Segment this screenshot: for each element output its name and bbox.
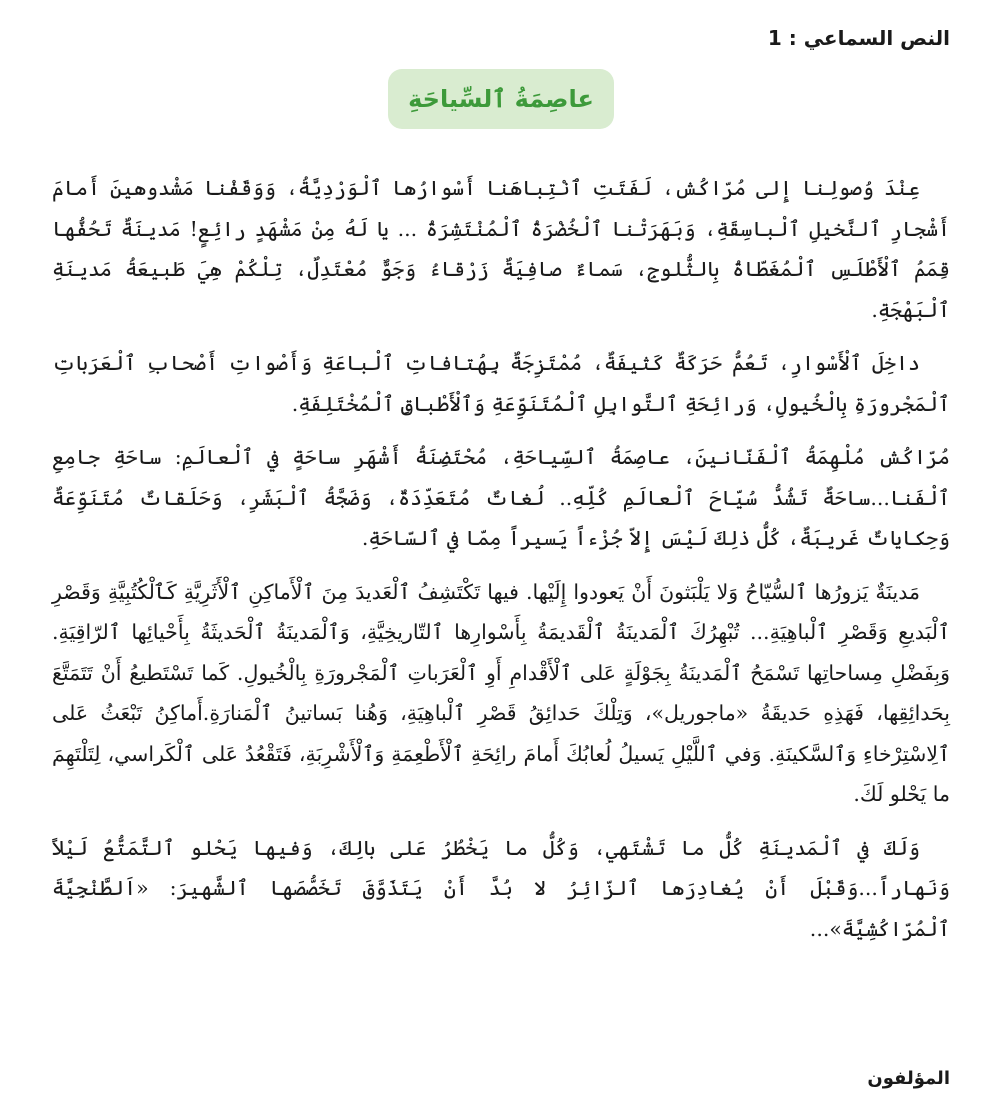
title-box bbox=[388, 69, 614, 129]
text-body bbox=[52, 168, 950, 962]
text-title: عاصِمَةُ ٱلسِّياحَةِ bbox=[408, 85, 594, 113]
paragraph-1: عِنْدَ وُصولِنا إِلى مُرّاكُش، لَفَتَتِ ٱنْتِباهَنا أَسْوارُها ٱلْوَرْدِيَّةُ، وَوَقَفْنا مَشْدوهينَ أَمامَ أَشْجارِ ٱلنَّخيلِ ٱلْباسِقَةِ، وَبَهَرَتْنا ٱلْخُضْرَةُ ٱلْمُنْتَشِرَةُ ... يا لَهُ مِنْ مَشْهَدٍ رائِعٍ! مَدينَةٌ تَحُفُّها قِمَمُ ٱلْأَطْلَسِ ٱلْمُغَطّاةُ بِالثُّلوجِ، سَماءٌ صافِيَةٌ زَرْقاءُ وَجَوٌّ مُعْتَدِلٌ، تِلْكُمْ هِيَ طَبيعَةُ مَدينَةِ ٱلْبَهْجَةِ. bbox=[52, 176, 950, 322]
paragraph-5: وَلَكَ في ٱلْمَدينَةِ كُلُّ ما تَشْتَهي، وَكُلُّ ما يَخْطُرُ عَلى بالِكَ، وَفيها يَحْلو ٱلتَّمَتُّعُ لَيْلاً وَنَهاراً...وَقَبْلَ أَنْ يُغادِرَها ٱلزّائِرُ لا بُدَّ أَنْ يَتَذَوَّقَ تَخَصُّصَها ٱلشَّهيرَ: «اَلطَّنْجِيَّةَ ٱلْمُرّاكُشِيَّةَ»... bbox=[52, 835, 950, 941]
paragraph-4: مَدينَةٌ يَزورُها ٱلسُّيّاحُ وَلا يَلْبَثونَ أَنْ يَعودوا إِلَيْها. فيها تَكْتَشِفُ ٱلْعَديدَ مِنَ ٱلْأَماكِنِ ٱلْأَثَرِيَّةِ كَٱلْكُتُبِيَّةِ وَقَصْرِ ٱلْبَديعِ وَقَصْرِ ٱلْباهِيَةِ... تُبْهِرُكَ ٱلْمَدينَةُ ٱلْقَديمَةُ بِأَسْوارِها ٱلتّاريخِيَّةِ، وَٱلْمَدينَةُ ٱلْحَديثَةُ بِأَحْيائِها ٱلرّاقِيَةِ. وَبِفَضْلِ مِساحاتِها تَسْمَحُ ٱلْمَدينَةُ بِجَوْلَةٍ عَلى ٱلْأَقْدامِ أَوِ ٱلْعَرَباتِ ٱلْمَجْرورَةِ بِالْخُيولِ. كَما تَسْتَطيعُ أَنْ تَتَمَتَّعَ بِحَدائِقِها، فَهَذِهِ حَديقَةُ «ماجوريل»، وَتِلْكَ حَدائِقُ قَصْرِ ٱلْباهِيَةِ، وَهُنا بَساتينُ ٱلْمَنارَةِ.أَماكِنُ تَبْعَثُ عَلى ٱلِاسْتِرْخاءِ وَٱلسَّكينَةِ. وَفي ٱللَّيْلِ يَسيلُ لُعابُكَ أَمامَ رائِحَةِ ٱلْأَطْعِمَةِ وَٱلْأَشْرِبَةِ، فَتَقْعُدُ عَلى ٱلْكَراسي، لِتَلْتَهِمَ ما يَحْلو لَكَ. bbox=[52, 579, 950, 806]
listening-text-heading: النص السماعي : 1 bbox=[767, 26, 950, 50]
paragraph-3: مُرّاكُش مُلْهِمَةُ ٱلْفَنّانينَ، عاصِمَةُ ٱلسِّياحَةِ، مُحْتَضِنَةُ أَشْهَرِ ساحَةٍ في ٱلْعالَمِ: ساحَةِ جامِعِ ٱلْفَنا...ساحَةٌ تَشُدُّ سُيّاحَ ٱلْعالَمِ كُلِّهِ.. لُغاتٌ مُتَعَدِّدَةٌ، وَضَجَّةُ ٱلْبَشَرِ، وَحَلَقاتٌ مُتَنَوِّعَةٌ وَحِكاياتٌ غَريبَةٌ، كُلُّ ذلِكَ لَيْسَ إِلاّ جُزْءاً يَسيراً مِمّا في ٱلسّاحَةِ. bbox=[52, 445, 950, 550]
author-credit: المؤلفون bbox=[867, 1068, 950, 1089]
paragraph-2: داخِلَ ٱلْأَسْوارِ، تَعُمُّ حَرَكَةٌ كَثيفَةٌ، مُمْتَزِجَةٌ بِهُتافاتِ ٱلْباعَةِ وَأَصْواتِ أَصْحابِ ٱلْعَرَباتِ ٱلْمَجْرورَةِ بِالْخُيولِ، وَرائِحَةِ ٱلتَّوابِلِ ٱلْمُتَنَوِّعَةِ وَٱلْأَطْباقِ ٱلْمُخْتَلِفَةِ. bbox=[52, 351, 950, 416]
